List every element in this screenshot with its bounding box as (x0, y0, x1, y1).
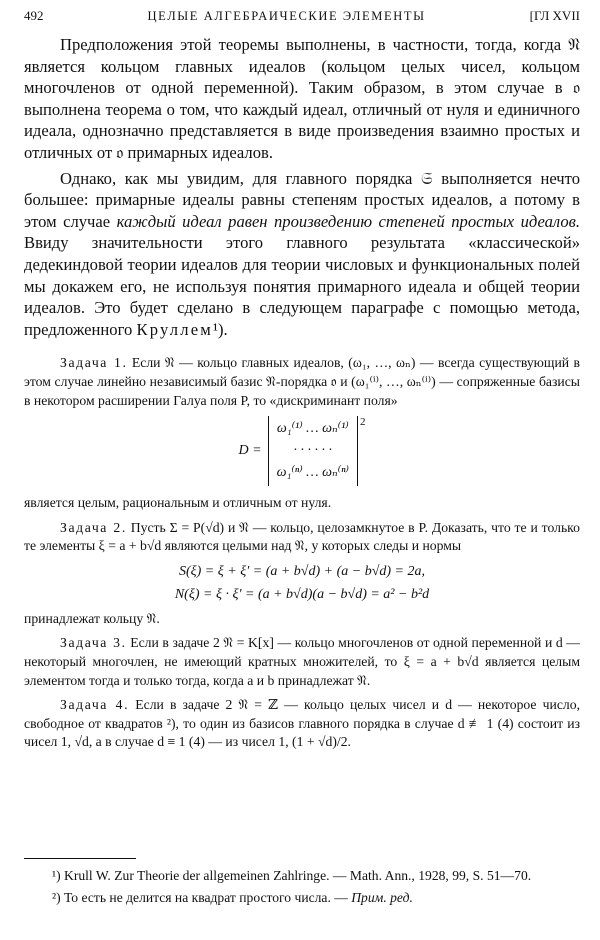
paragraph-2-emphasis: каждый идеал равен произведению степеней простых идеалов. (116, 211, 580, 231)
problems-section (24, 354, 580, 752)
footnote-2 (24, 887, 580, 909)
problem-3-label: Задача 3. (60, 635, 127, 651)
matrix-row-2: · · · · · · (293, 443, 333, 459)
problem-1-conclusion: является целым, рациональным и отличным от нуля. (24, 495, 332, 511)
problem-2-text: Пусть Σ = P(√d) и 𝔑 — кольцо, целозамкнутое в P. Доказать, что те и только те элементы ξ = a + b√d являются целыми над 𝔑, у которых следы и нормы (24, 519, 580, 554)
footnote-2-text: ²) То есть не делится на квадрат простого числа. — (52, 890, 352, 905)
problem-1 (24, 354, 580, 410)
problem-3-text: Если в задаче 2 𝔑 = K[x] — кольцо многочленов от одной переменной и d — некоторый многочлен, не имеющий кратных множителей, то ξ = a + b√d является целым элементом тогда и только тогда, когда a и b принадлежат 𝔑. (24, 635, 580, 688)
matrix-row-3: ω₁⁽ⁿ⁾ … ωₙ⁽ⁿ⁾ (276, 465, 349, 481)
matrix-row-1: ω₁⁽¹⁾ … ωₙ⁽¹⁾ (276, 421, 349, 437)
discriminant-matrix (268, 416, 358, 486)
footnote-1: ¹) Krull W. Zur Theorie der allgemeinen Zahlringe. — Math. Ann., 1928, 99, S. 51—70. (52, 868, 532, 883)
footnotes (24, 858, 580, 909)
page-number: 492 (24, 8, 44, 23)
problem-2-conclusion: принадлежат кольцу 𝔑. (24, 610, 160, 626)
problem-4-text: Если в задаче 2 𝔑 = ℤ — кольцо целых чисел и d — некоторое число, свободное от квадратов ²), то один из базисов главного порядка в случае d ≢ 1 (4) состоит из чисел 1, √d, а в случае d ≡ 1 (4) — из чисел 1, (1 + √d)/2. (24, 697, 580, 750)
chapter-label: [ГЛ XVII (529, 8, 580, 23)
running-title: ЦЕЛЫЕ АЛГЕБРАИЧЕСКИЕ ЭЛЕМЕНТЫ (147, 9, 426, 23)
problem-4-label: Задача 4. (60, 697, 130, 713)
footnote-2-editor-note: Прим. ред. (351, 890, 413, 905)
problem-4 (24, 696, 580, 752)
matrix-exponent: 2 (359, 416, 366, 429)
footnote-divider (24, 858, 136, 859)
main-text (24, 34, 580, 340)
norm-formula: N(ξ) = ξ · ξ′ = (a + b√d)(a − b√d) = a² − b²d (174, 586, 430, 602)
author-name: Круллем (136, 319, 213, 339)
problem-3 (24, 634, 580, 690)
paragraph-2-part-a: Однако, как мы увидим, для главного порядка 𝔖 выполняется нечто большее: примарные идеалы равны степеням простых идеалов, а потому в этом случае (24, 168, 580, 231)
footnote-ref-1: ¹). (212, 319, 228, 339)
paragraph-1: Предположения этой теоремы выполнены, в частности, тогда, когда 𝔑 является кольцом главных идеалов (кольцом целых чисел, кольцом многочленов от одной переменной). Таким образом, в этом случае в 𝔬 выполнена теорема о том, что каждый идеал, отличный от нуля и единичного идеала, однозначно представляется в виде произведения взаимно простых и отличных от 𝔬 примарных идеалов. (24, 35, 580, 162)
problem-2 (24, 519, 580, 556)
trace-norm-formulas (24, 560, 580, 606)
problem-1-label: Задача 1. (60, 355, 128, 371)
running-header (24, 8, 580, 34)
paragraph-2 (24, 168, 580, 341)
problem-1-text: Если 𝔑 — кольцо главных идеалов, (ω₁, …, ωₙ) — всегда существующий в этом случае линейно независимый базис 𝔑-порядка 𝔬 и (ω₁⁽ⁱ⁾, …, ωₙ⁽ⁱ⁾) — сопряженные базисы в некотором расширении Галуа поля P, то «дискриминант поля» (24, 355, 580, 408)
problem-2-label: Задача 2. (60, 519, 127, 535)
paragraph-2-part-b: Ввиду значительности этого главного результата «классической» дедекиндовой теории идеалов для теории числовых и функциональных полей мы докажем его, не используя понятия примарного идеала и общей теории идеалов. Это будет сделано в следующем параграфе с помощью метода, предложенного (24, 233, 580, 339)
discriminant-formula (24, 416, 580, 486)
trace-formula: S(ξ) = ξ + ξ′ = (a + b√d) + (a − b√d) = 2a, (178, 563, 426, 579)
discriminant-lhs: D = (238, 443, 262, 459)
